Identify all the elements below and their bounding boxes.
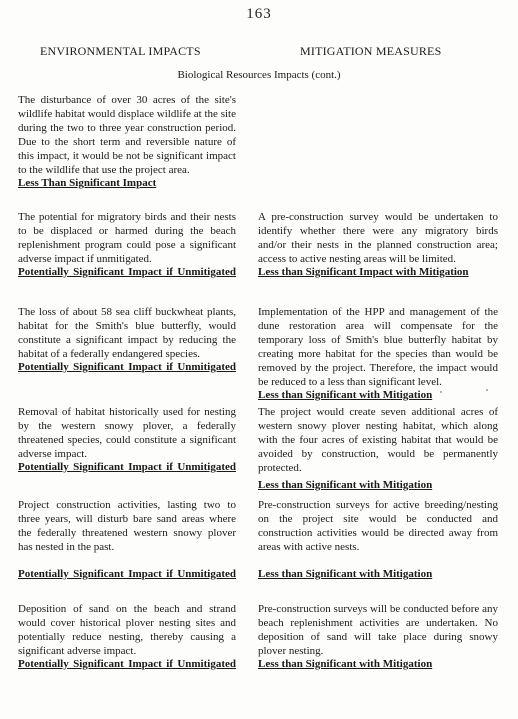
scan-speck: [486, 389, 488, 391]
impact-block: [18, 602, 236, 671]
section-subheading: Biological Resources Impacts (cont.): [177, 69, 341, 81]
impact-block: [18, 210, 236, 279]
impact-block: [18, 498, 236, 581]
impact-text: Project construction activities, lasting two to three years, will disturb bare sand areas where the federally threatened western snowy plover has nested in the past.: [18, 499, 236, 553]
column-header-mitigation: MITIGATION MEASURES: [300, 44, 442, 58]
impact-status: Potentially Significant Impact if Unmitigated: [18, 568, 236, 580]
mitigation-status: Less than Significant with Mitigation: [258, 479, 433, 491]
column-header-impacts: ENVIRONMENTAL IMPACTS: [40, 44, 201, 58]
mitigation-text: Implementation of the HPP and management of the dune restoration area will compensate for the temporary loss of Smith's blue butterfly habitat by creating more habitat for the species than would be removed by the project. Therefore, the impact would be reduced to a less than significant level.: [258, 306, 498, 388]
mitigation-status: Less than Significant with Mitigation: [258, 658, 433, 670]
mitigation-block: [258, 498, 498, 581]
mitigation-block: [258, 405, 498, 492]
impact-text: The loss of about 58 sea cliff buckwheat plants, habitat for the Smith's blue butterfly, would constitute a significant impact by reducing the habitat of a federally endangered species.: [18, 306, 236, 360]
page-number: 163: [246, 6, 272, 22]
impact-block: [18, 93, 236, 190]
impact-text: The potential for migratory birds and their nests to be displaced or harmed during the beach replenishment program could pose a significant adverse impact if unmitigated.: [18, 211, 236, 265]
mitigation-block: [258, 305, 498, 402]
impact-status: Potentially Significant Impact if Unmitigated: [18, 658, 236, 670]
mitigation-text: A pre-construction survey would be undertaken to identify whether there were any migratory birds and/or their nests in the planned construction area; access to active nesting areas will be limited.: [258, 211, 498, 265]
impact-status: Less Than Significant Impact: [18, 177, 157, 189]
impact-block: [18, 405, 236, 474]
scan-speck: [440, 391, 442, 393]
impact-text: Deposition of sand on the beach and strand would cover historical plover nesting sites and potentially reduce nesting, thereby causing a significant adverse impact.: [18, 603, 236, 657]
mitigation-text: Pre-construction surveys will be conducted before any beach replenishment activities are undertaken. No deposition of sand will take place during snowy plover nesting.: [258, 603, 498, 657]
impact-text: The disturbance of over 30 acres of the site's wildlife habitat would displace wildlife at the site during the two to three year construction period. Due to the short term and reversible nature of this impact, it would be not be significant impact to the wildlife that use the project area.: [18, 94, 236, 176]
mitigation-text: The project would create seven additional acres of western snowy plover nesting habitat, which along with the four acres of existing habitat that would be avoided by construction, would be permanently protected.: [258, 406, 498, 474]
mitigation-block: [258, 210, 498, 279]
mitigation-status: Less than Significant Impact with Mitigation: [258, 266, 469, 278]
mitigation-text: Pre-construction surveys for active breeding/nesting on the project site would be conducted and construction activities would be directed away from areas with active nests.: [258, 499, 498, 553]
impact-status: Potentially Significant Impact if Unmitigated: [18, 361, 236, 373]
impact-block: [18, 305, 236, 374]
mitigation-block: [258, 602, 498, 671]
impact-status: Potentially Significant Impact if Unmitigated: [18, 266, 236, 278]
mitigation-status: Less than Significant with Mitigation: [258, 389, 433, 401]
impact-text: Removal of habitat historically used for nesting by the western snowy plover, a federally threatened species, could constitute a significant adverse impact.: [18, 406, 236, 460]
mitigation-status: Less than Significant with Mitigation: [258, 568, 433, 580]
impact-status: Potentially Significant Impact if Unmitigated: [18, 461, 236, 473]
